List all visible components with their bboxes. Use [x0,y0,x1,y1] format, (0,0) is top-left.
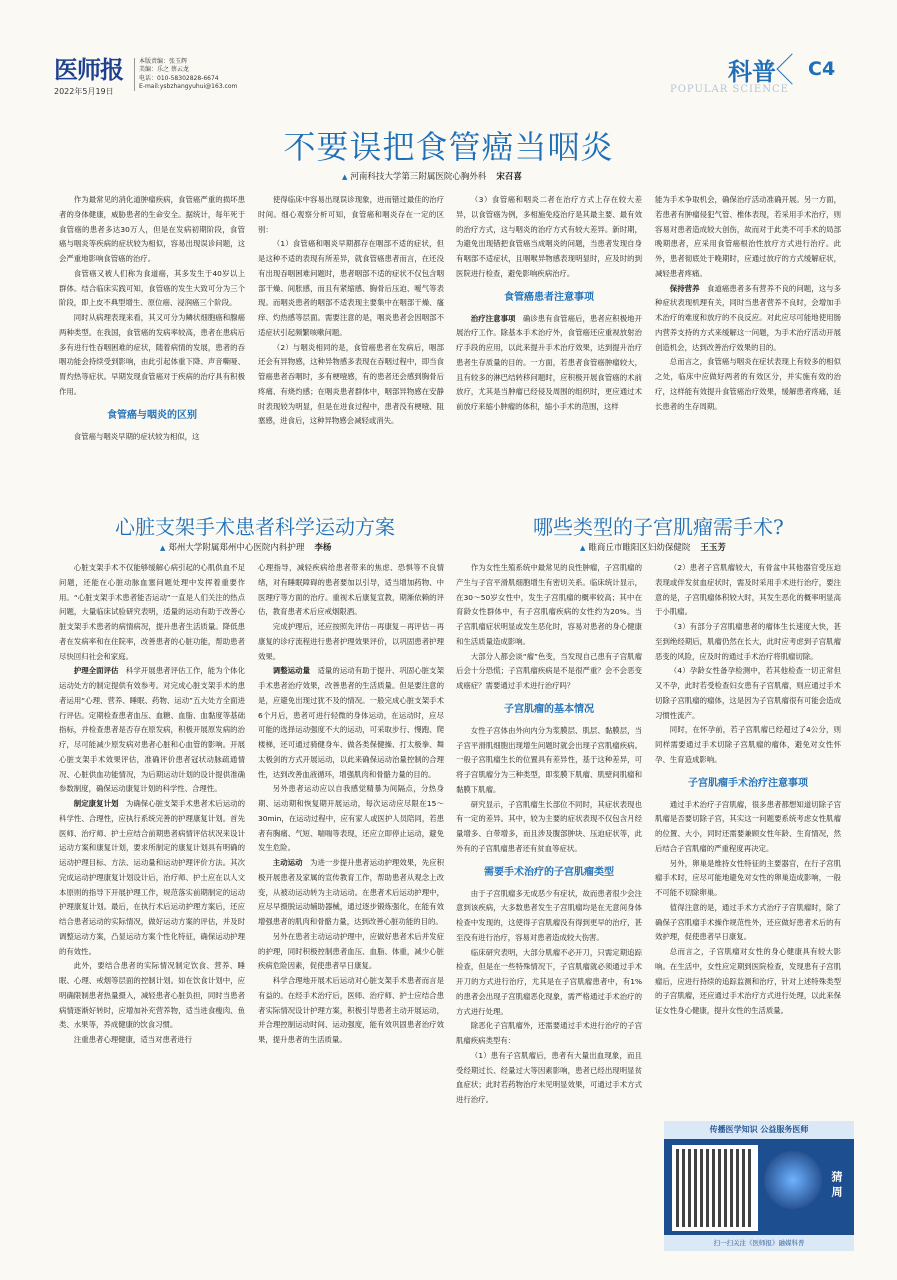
promo-caption: 扫一扫关注《医师报》融媒科普 [664,1235,854,1251]
triangle-icon: ▲ [342,173,348,181]
paragraph: （1）食管癌和咽炎早期都存在咽部不适的症状，但是这种不适的表现有所差异，就食管癌患者而言，在还没有出现吞咽困难问题时，患者咽部不适的症状不仅包含咽部干燥、间胀感，而且有紧缩感、胸骨后压迫、嗳气等表现。而咽炎患者的咽部不适表现主要集中在咽部干燥、瘙痒、灼热感等层面。需要注意的是，咽炎患者会因咽部不适症状引起频繁咳嗽问题。 [258,239,444,337]
promo-slogan: 传播医学知识 公益服务医师 [664,1121,854,1139]
section-name: 科普 [728,58,776,86]
paragraph: （2）与咽炎相同的是，食管癌患者在发病后，咽部还会有异物感，这种异物感多表现在吞咽过程中，即当食管癌患者吞咽时，多有梗噎感，有的患者还会感到胸骨后疼痛、有烧灼感；在咽炎患者群体中，咽部异物感在安静时表现较为明显，但是在进食过程中，患者没有梗噎、阻塞感，进食后，这种异物感会减轻或消失。 [258,342,444,426]
article3-author: 王玉芳 [700,543,726,553]
page-header [0,0,897,110]
paragraph: 作为最常见的消化道肿瘤疾病，食管癌严重的损坏患者的身体健康，威胁患者的生命安全。据统计，每年死于食管癌的患者多达30万人，但是在发病初期阶段，食管癌与咽炎等疾病的症状较为相似，容易出现误诊问题，这会严重地影响食管癌的治疗。 [59,195,245,263]
paragraph: 临床研究表明，大部分肌瘤不必开刀，只需定期追踪检查，但是在一些特殊情况下，子宫肌瘤就必须通过手术开刀的方式进行治疗，尤其是在子宫肌瘤患者中，有1%的患者会出现子宫肌瘤恶化现象，需严格通过手术治疗的方式进行处理。 [456,947,642,1016]
article3-column-1 [456,561,642,1256]
article3-org: 睢商丘市睢阳区妇幼保健院 [588,543,691,553]
article1-org: 河南科技大学第三附属医院心胸外科 [350,172,487,182]
paragraph [59,797,245,959]
article3-column-2 [655,561,841,1113]
paragraph: 女性子宫体由外向内分为浆膜层、肌层、黏膜层，当子宫平滑肌细胞出现增生问题时就会出现子宫肌瘤疾病。一般子宫肌瘤生长的位置具有差异性，基于这种差异，可将子宫肌瘤分为三种类型，即浆膜下肌瘤、肌壁间肌瘤和黏膜下肌瘤。 [456,725,642,794]
paragraph: 食管癌与咽炎早期的症状较为相似，这 [73,431,200,441]
editor-info [134,58,237,91]
paragraph: 同时，在怀孕前，若子宫肌瘤已经超过了4公分，则同样需要通过手术切除子宫肌瘤的瘤体，避免对女性怀孕、生育造成影响。 [655,725,841,764]
editor-line: 美编：乐之 蔡云龙 [139,66,189,74]
paragraph: 总而言之，食管癌与咽炎在症状表现上有较多的相似之处，临床中应做好两者的有效区分，并实施有效的治疗，这样能有效提升食管癌治疗效果，缓解患者疼痛，延长患者的生存周期。 [655,357,841,411]
paragraph: 此外，要结合患者的实际情况制定饮食、营养、睡眠、心理、戒烟等层面的控制计划。如在饮食计划中，应明确限制患者热量摄入，减轻患者心脏负担，同时当患者病情逐渐好转时，应增加补充营养物，适当进食瘦肉、鱼类、水果等，养成健康的饮食习惯。 [59,961,245,1030]
subheading: 子宫肌瘤的基本情况 [504,703,594,715]
paragraph: 由于子宫肌瘤多无成恶少有症状，故而患者很少会注意到该疾病，大多数患者发生子宫肌瘤均是在无意间身体检查中发现的，这使得子宫肌瘤没有得到更早的治疗，甚至没有进行治疗，容易对患者造成较大伤害。 [456,888,642,942]
article2-column-2 [258,561,444,1256]
editor-line: 本版责编：张玉辉 [139,58,188,65]
subheading: 子宫肌瘤手术治疗注意事项 [688,777,808,789]
article3-title: 哪些类型的子宫肌瘤需手术? [533,515,784,539]
promo-side-text: 猜周 [830,1171,843,1201]
article2-column-1 [59,561,245,1256]
publication-date: 2022年5月19日 [54,87,114,96]
paragraph-text: 确诊患有食管癌后，患者应积极地开展治疗工作。除基本手术治疗外，食管癌还应重视放射治疗手段的应用，以此来提升手术治疗效果，达到提升治疗患者生存质量的目的。一方面，若患者食管癌肿瘤较大，且有较多的淋巴结转移问题时，应积极开展食管癌的术前放疗，尤其是当肿瘤已经侵及周围的组织时，更应通过术前放疗来缩小肿瘤的体积，缩小手术的范围，这样 [456,313,642,411]
paragraph: 作为女性生殖系统中最常见的良性肿瘤，子宫肌瘤的产生与子宫平滑肌细胞增生有密切关系。临床统计显示，在30～50岁女性中，发生子宫肌瘤的概率较高；其中在育龄女性群体中，有子宫肌瘤疾病的女性约为20%。当子宫肌瘤症状明显或发生恶化时，容易对患者的身心健康和生活质量造成影响。 [456,563,642,646]
paragraph: 同时从病理表现来看，其又可分为鳞状细胞癌和腺癌两种类型。在我国，食管癌的发病率较高，患者在患病后多有进行性吞咽困难的症状，随着病情的发展，患者的吞咽功能会持续受到影响，由此引起体重下降、声音嘶哑、胃灼热等症状。早期发现食管癌对于疾病的治疗具有积极作用。 [59,313,245,396]
article1-column-2 [258,193,444,505]
paragraph: 通过手术治疗子宫肌瘤，很多患者都想知道切除子宫肌瘤是否要切除子宫，其实这一问题要系统考虑女性肌瘤的位置、大小，同时还需要兼顾女性年龄、生育情况，然后结合子宫肌瘤的严重程度再决定。 [655,799,841,853]
paragraph: 能为手术争取机会，确保治疗活动准确开展。另一方面，若患者有肿瘤侵犯气管、椎体表现，若采用手术治疗，则容易对患者造成较大创伤，故而对于此类不可手术的局部晚期患者，应采用食管癌根治性放疗方式进行治疗。此外，患者彻底处于晚期时，应通过放疗的方式缓解症状，减轻患者疼痛。 [655,195,841,278]
triangle-icon: ▲ [580,544,586,552]
paragraph: 心脏支架手术不仅能够缓解心病引起的心肌供血不足问题，还能在心脏动脉血塞问题处理中发挥着重要作用。“心脏支架手术患者能否运动”一直是人们关注的热点问题，大量临床试验研究表明，适量的运动有助于改善心脏支架手术患者的病情病况，提升患者生活质量。降低患者在发病率和在住院率，改善患者的心脏功能，帮助患者尽快回归社会和家庭。 [59,563,245,661]
article2-byline [160,541,331,553]
article3-byline [580,541,726,553]
article2-title: 心脏支架手术患者科学运动方案 [115,515,395,539]
paragraph: 大部分人都会谈“瘤”色变，当发现自己患有子宫肌瘤后会十分恐慌；子宫肌瘤疾病是不是很严重？会不会恶变成癌症？需要通过手术进行治疗吗？ [456,651,642,690]
paragraph-text: 适量的运动有助于提升、巩固心脏支架手术患者治疗效果，改善患者的生活质量。但是要注意的是，应避免出现过犹不及的情况。一般完成心脏支架手术6个月后，患者可进行轻微的身体运动，在运动时，应尽可能的选择运动强度不大的运动，可采取步行、慢跑、爬楼梯，还可通过骑健身车、做各类保健操、打太极拳、舞太极剑的方式开展运动，以此来确保运动治量控制的合理性，达到改善血液循环，增强肌肉和骨骼力量的目的。 [258,666,444,779]
paragraph-text: 为进一步提升患者运动护理效果，先应积极开展患者及家属的宣传教育工作，帮助患者从观念上改变，从被动运动转为主动运动。在患者术后运动护理中，应尽早摄脱运动辅助器械，通过逐步锻炼强化，在能有效增强患者的肌肉和骨骼力量，达到改善心脏功能的目的。 [258,858,444,926]
paragraph: （3）食管癌和咽炎二者在治疗方式上存在较大差异，以食管癌为例，多相施免疫治疗是其最主要、最有效的治疗方式，这与咽炎的治疗方式有较大差异。新时期，为避免出现错把食管癌当成咽炎的问题，当患者发现自身有咽部不适症状，且咽喉异物感表现明显时，应及时的到医院进行检查，避免影响疾病治疗。 [456,195,642,278]
paragraph [59,664,245,797]
promo-graphic [764,1151,822,1209]
article1-column-3 [456,193,642,505]
paragraph [655,282,841,356]
paragraph: 除恶化子宫肌瘤外，还需要通过手术进行治疗的子宫肌瘤疾病类型有： [456,1021,642,1045]
paragraph [456,312,642,415]
paragraph: 完成护理后，还应按照先评估－再康复－再评估－再康复的诊疗流程进行患者护理效果评价，以巩固患者护理效果。 [258,622,444,661]
newspaper-logo: 医师报 [54,55,123,84]
paragraph: 另外，卵巢是维持女性特征的主要器官，在行子宫肌瘤手术时，应尽可能地避免对女性的卵巢造成影响，一般不可能不切除卵巢。 [655,858,841,897]
section-english: POPULAR SCIENCE [670,84,789,95]
paragraph: 注重患者心理健康，适当对患者进行 [73,1035,193,1044]
lead-in: 保持营养 [669,283,700,293]
paragraph-text: 为确保心脏支架手术患者术后运动的科学性、合理性，应执行系统完善的护理康复计划。首先医师、治疗师、护士应结合前期患者病情评估状况来设计运动方案和康复计划，要求所制定的康复计划具有明确的运动护理目标、方法、运动量和运动护理评价方法。其次完成运动护理康复计划设计后，治疗师、护士应在以人文本原则的指导下开展护理工作，规范落实前期制定的运动护理康复计划。最后，在执行术后运动护理方案后，还应结合患者运动的实际情况，做好运动方案的评估，并及时调整运动方案，凸显运动方案个性化特征，确保运动护理的有效性。 [59,799,245,956]
lead-in: 制定康复计划 [73,799,119,808]
article1-column-1 [59,193,245,505]
paragraph [258,664,444,782]
paragraph: 研究显示，子宫肌瘤生长部位不同时，其症状表现也有一定的差异。其中，较为主要的症状表现不仅包含月经量增多、白带增多，而且涉及腹部肿块、压迫症状等，此外有的子宫肌瘤患者还有贫血等症状。 [456,799,642,853]
article1-author: 宋召喜 [496,172,522,182]
chevron-left-icon [776,53,807,84]
paragraph: 总而言之，子宫肌瘤对女性的身心健康具有较大影响。在生活中，女性应定期到医院检查，发现患有子宫肌瘤后，应进行持续的追踪监测和治疗，针对上述特殊类型的子宫肌瘤，还应通过手术治疗方式进行处理，以此来保证女性身心健康，提升女性的生活质量。 [655,947,841,1015]
lead-in: 护理全面评估 [73,666,119,676]
paragraph-text: 食道癌患者多有营养不良的问题，这与多种症状表现机理有关，同时当患者营养不良时，会增加手术治疗的难度和放疗的不良反应。对此应尽可能地使用肠内营养支持的方式来缓解这一问题，为手术治疗活动开展创造机会，达到改善治疗效果的目的。 [655,283,841,352]
paragraph: 另外患者运动应以自我感觉精暴为间隔点，分热身期、运动期和恢复期开展运动，每次运动应尽限在15～30min，在运动过程中，应有家人或医护人员陪同，若患者有胸痛、气短、喘喘等表现，还应立即停止运动，避免发生危险。 [258,784,444,853]
paragraph [258,856,444,930]
paragraph: （1）患有子宫肌瘤后，患者有大量出血现象，而且受经期过长、经量过大等因素影响，患者已经出现明显贫血症状；此时若药物治疗未见明显效果，可通过手术方式进行治疗。 [456,1050,642,1104]
article1-title: 不要误把食管癌当咽炎 [283,128,614,166]
paragraph: （3）有部分子宫肌瘤患者的瘤体生长速度大快，甚至到绝经期后，肌瘤仍然在长大，此时应考虑到子宫肌瘤恶变的风险，应及时的通过手术治疗将肌瘤切除。 [655,622,841,661]
paragraph: （2）患者子宫肌瘤较大，有骨盆中其他器官受压迫表现或伴发贫血症状时，需及时采用手术进行治疗，要注意的是，子宫肌瘤体积较大时，其发生恶化的概率明显高于小肌瘤。 [655,563,841,617]
lead-in: 治疗注意事项 [470,313,516,323]
promo-box [664,1121,854,1251]
subheading: 需要手术治疗的子宫肌瘤类型 [484,866,614,878]
paragraph-text: 科学开展患者评估工作，能为个体化运动处方的制定提供有效参考。对完成心脏支架手术的患者运用“心理、营养、睡眠、药物、运动”五大处方全面进行评估。定期检查患者血压、血糖、血脂、血黏度等基础指标，并检查患者是否存在原发病，积极开展原发病的治疗，尽可能减少原发病对患者心脏和心血管的影响。开展心脏支架手术效果评估，准确评价患者冠状动脉疏通情况、心脏供血功能情况，为后期运动计划的设计提供准确参数制度，确保运动康复计划的科学性、合理性。 [59,666,245,794]
paragraph: 值得注意的是，通过手术方式治疗子宫肌瘤时，除了确保子宫肌瘤手术操作规范性外，还应做好患者术后的有效护理，促使患者早日康复。 [655,902,841,942]
triangle-icon: ▲ [160,544,166,552]
paragraph: 心理指导，减轻疾病给患者带来的焦虑、恐惧等不良情绪，对有睡眠障碍的患者要加以引导，适当增加药物、中医理疗等方面的治疗。重视术后康复宣教，期渐依赖的评估，教育患者术后应戒烟限酒。 [258,563,444,617]
article1-column-4 [655,193,841,505]
paragraph: 食管癌又被人们称为食道癌，其多发生于40岁以上群体。结合临床实践可知，食管癌的发生大致可分为三个阶段，即上皮不典型增生、原位癌、浸润癌三个阶段。 [59,268,245,308]
paragraph: 科学合理地开展术后运动对心脏支架手术患者而言是有益的。在经手术治疗后，医师、治疗师、护士应结合患者实际情况设计护理方案，积极引导患者主动开展运动，并合理控制运动时间、运动强度，能有效巩固患者治疗效果，提升患者的生活质量。 [258,976,444,1044]
paragraph: 另外在患者主动运动护理中，应做好患者术后并发症的护理，同时积极控制患者血压、血脂、体重，减少心脏疾病危险因素，促使患者早日康复。 [258,931,444,971]
qr-code-icon[interactable] [672,1145,758,1231]
editor-line: 电话：010-58302828-6674 [139,74,219,82]
paragraph: 使得临床中容易出现误诊现象，进而错过最佳的治疗时间。细心观察分析可知，食管癌和咽炎存在一定的区别： [258,195,444,234]
lead-in: 主动运动 [272,858,303,867]
subheading: 食管癌患者注意事项 [504,291,594,303]
lead-in: 调整运动量 [272,666,311,676]
page-number: C4 [808,58,836,80]
article2-author: 李杨 [314,543,332,553]
paragraph: （4）孕龄女性备孕检测中，若其他检查一切正常但又不孕，此时若受检查妇女患有子宫肌瘤，则应通过手术切除子宫肌瘤的瘤体，这是因为子宫肌瘤很有可能会造成习惯性流产。 [655,666,841,720]
subheading: 食管癌与咽炎的区别 [107,409,197,421]
editor-line: E-mail:ysbzhangyuhui@163.com [139,82,238,90]
article2-org: 郑州大学附属郑州中心医院内科护理 [168,543,305,553]
article1-byline [342,170,522,182]
